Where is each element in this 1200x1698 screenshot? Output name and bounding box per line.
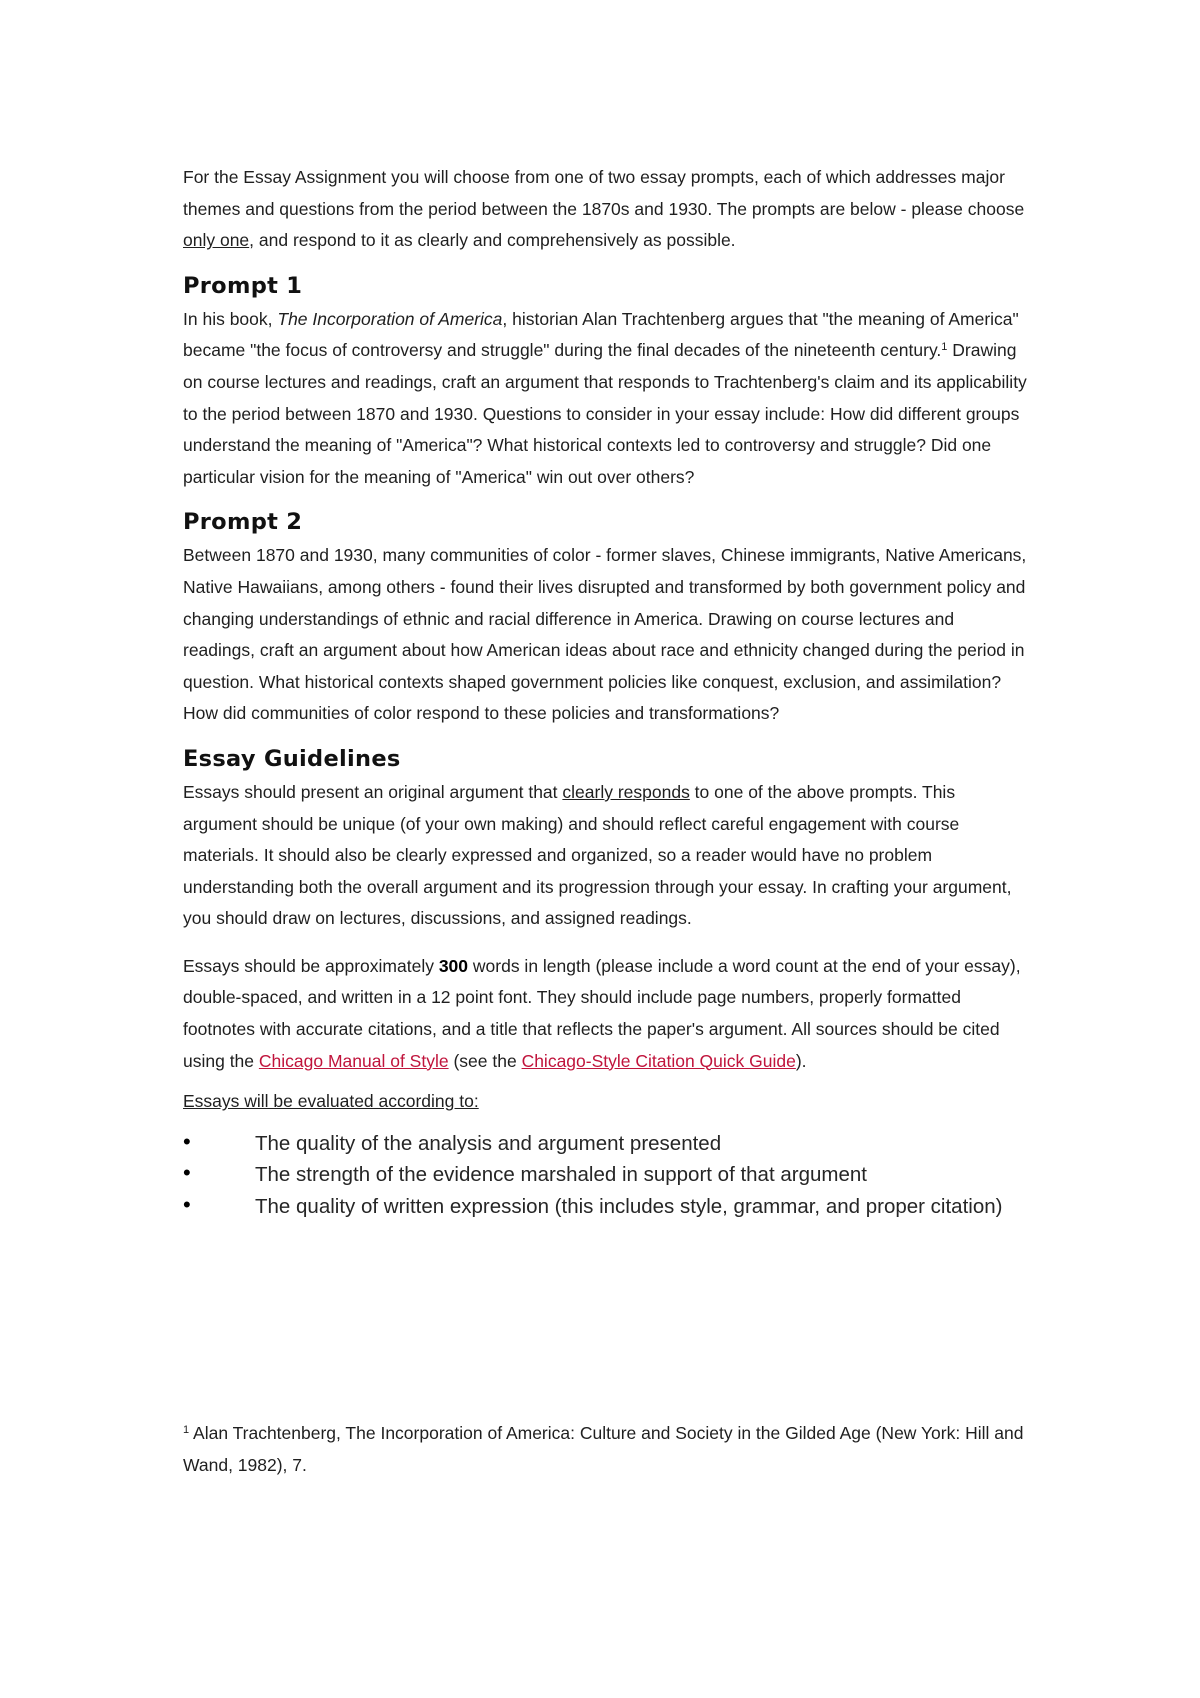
guidelines-p1-b: to one of the above prompts. This argument should be unique (of your own making) and should reflect careful engagement with course materials. It should also be clearly expressed and organized, so a reader would have no problem understanding both the overall argument and its progression through your essay. In crafting your argument, you should draw on lectures, discussions, and assigned readings. bbox=[183, 781, 1012, 929]
evaluation-criteria-list bbox=[183, 1128, 1028, 1223]
guidelines-paragraph-2 bbox=[183, 951, 1028, 1077]
guidelines-p2-c: (see the bbox=[448, 1050, 522, 1071]
prompt-1-section bbox=[183, 271, 1028, 494]
evaluation-heading bbox=[183, 1086, 1028, 1118]
book-title: The Incorporation of America bbox=[277, 308, 503, 329]
bullet-icon: • bbox=[183, 1160, 191, 1186]
prompt-2-section bbox=[183, 507, 1028, 730]
footnote-reference[interactable]: 1 bbox=[941, 341, 948, 354]
footnote bbox=[183, 1418, 1033, 1481]
prompt-2-text: Between 1870 and 1930, many communities of color - former slaves, Chinese immigrants, Native Americans, Native Hawaiians, among others - found their lives disrupted and transformed by both government policy and changing understandings of ethnic and racial difference in America. Drawing on course lectures and readings, craft an argument about how American ideas about race and ethnicity changed during the period in question. What historical contexts shaped government policies like conquest, exclusion, and assimilation? How did communities of color respond to these policies and transformations? bbox=[183, 545, 1027, 724]
guidelines-section bbox=[183, 744, 1028, 1222]
prompt-2-heading: Prompt 2 bbox=[183, 509, 303, 536]
prompt-1-text-c: Drawing on course lectures and readings, craft an argument that responds to Trachtenberg's claim and its applicability to the period between 1870 and 1930. Questions to consider in your essay include: How did different groups understand the meaning of "America"? What historical contexts led to controversy and struggle? Did one particular vision for the meaning of "America" win out over others? bbox=[183, 340, 1027, 487]
guidelines-heading: Essay Guidelines bbox=[183, 745, 401, 772]
prompt-1-text-b: , historian Alan Trachtenberg argues that "the meaning of America" became "the focus of controversy and struggle" during the final decades of the nineteenth century. bbox=[183, 308, 1019, 361]
guidelines-p2-b: words in length (please include a word count at the end of your essay), double-spaced, and written in a 12 point font. They should include page numbers, properly formatted footnotes with accurate citations, and a title that reflects the paper's argument. All sources should be cited using the bbox=[183, 955, 1021, 1071]
chicago-manual-link[interactable]: Chicago Manual of Style bbox=[258, 1050, 449, 1071]
citation-guide-link[interactable]: Chicago-Style Citation Quick Guide bbox=[521, 1050, 796, 1071]
criterion-text: The quality of written expression (this includes style, grammar, and proper citation) bbox=[255, 1194, 1003, 1218]
list-item bbox=[183, 1191, 1028, 1223]
list-item bbox=[183, 1159, 1028, 1191]
guidelines-p2-a: Essays should be approximately bbox=[183, 955, 439, 976]
criterion-text: The quality of the analysis and argument presented bbox=[255, 1131, 722, 1155]
prompt-1-heading: Prompt 1 bbox=[183, 272, 303, 299]
intro-text-end: , and respond to it as clearly and comprehensively as possible. bbox=[249, 230, 736, 251]
document-body bbox=[183, 162, 1028, 1222]
guidelines-p1-a: Essays should present an original argument that bbox=[183, 781, 563, 802]
clearly-responds-emphasis: clearly responds bbox=[562, 781, 690, 802]
footnote-text: Alan Trachtenberg, The Incorporation of America: Culture and Society in the Gilded Age (New York: Hill and Wand, 1982), 7. bbox=[183, 1423, 1024, 1475]
bullet-icon: • bbox=[183, 1191, 191, 1217]
only-one-emphasis: only one bbox=[183, 230, 250, 251]
guidelines-paragraph-1 bbox=[183, 777, 1028, 935]
footnote-mark: 1 bbox=[183, 1424, 190, 1436]
evaluation-heading-text: Essays will be evaluated according to: bbox=[183, 1091, 479, 1112]
intro-paragraph bbox=[183, 162, 1028, 257]
intro-text: For the Essay Assignment you will choose from one of two essay prompts, each of which addresses major themes and questions from the period between the 1870s and 1930. The prompts are below - please choose bbox=[183, 167, 1025, 219]
bullet-icon: • bbox=[183, 1128, 191, 1154]
guidelines-p2-d: ). bbox=[795, 1050, 807, 1071]
prompt-1-text-a: In his book, bbox=[183, 308, 278, 329]
prompt-1-text bbox=[183, 304, 1028, 494]
list-item bbox=[183, 1128, 1028, 1160]
criterion-text: The strength of the evidence marshaled in support of that argument bbox=[255, 1163, 867, 1187]
word-count-value: 300 bbox=[438, 955, 469, 976]
